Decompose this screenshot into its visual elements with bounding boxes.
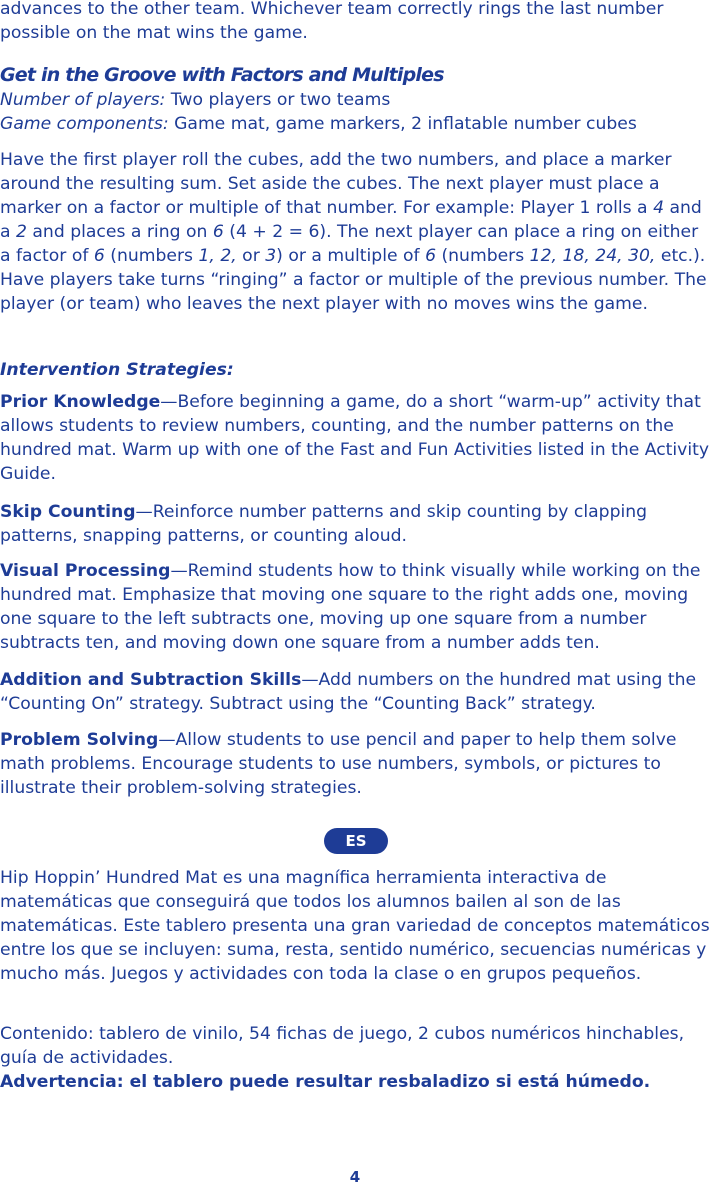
- instr-text-8: (numbers: [436, 246, 530, 266]
- strategy-label: Problem Solving: [0, 730, 159, 750]
- instr-text-9: etc.). Have players take turns “ringing” a factor or multiple of the previous number. The player (or team) who leaves the next player with no moves wins the game.: [0, 246, 707, 314]
- strategy-label: Addition and Subtraction Skills: [0, 670, 302, 690]
- instr-text-6: or: [236, 246, 266, 266]
- spanish-intro-paragraph: Hip Hoppin’ Hundred Mat es una magnífica herramienta interactiva de matemáticas que conseguirá que todos los alumnos bailen al son de las matemáticas. Este tablero presenta una gran variedad de conceptos matemáticos entre los que se incluyen: suma, resta, sentido numérico, secuencias numéricas y mucho más. Juegos y actividades con toda la clase o en grupos pequeños.: [0, 868, 710, 984]
- spanish-contents-paragraph: Contenido: tablero de vinilo, 54 fichas de juego, 2 cubos numéricos hinchables, guía de actividades.: [0, 1024, 685, 1068]
- spanish-warning: Advertencia: el tablero puede resultar resbaladizo si está húmedo.: [0, 1072, 651, 1092]
- intro-tail-paragraph: advances to the other team. Whichever team correctly rings the last number possible on the mat wins the game.: [0, 0, 664, 43]
- strategy-label: Visual Processing: [0, 561, 171, 581]
- instr-text-4: (4 + 2 = 6). The next player can place a ring on either a factor of: [0, 222, 699, 266]
- instr-multiples: 12, 18, 24, 30,: [529, 246, 656, 266]
- page-number: 4: [349, 1168, 361, 1186]
- strategy-label: Skip Counting: [0, 502, 136, 522]
- game-title: Get in the Groove with Factors and Multiples: [0, 64, 444, 86]
- instr-text-1: Have the first player roll the cubes, add the two numbers, and place a marker around the resulting sum. Set aside the cubes. The next player must place a marker on a factor or multiple of that number. For example: Player 1 rolls a: [0, 150, 672, 218]
- instr-text-5: (numbers: [104, 246, 199, 266]
- instr-num-3: 3: [265, 246, 277, 266]
- instr-num-2: 2: [16, 222, 27, 242]
- instr-num-6b: 6: [93, 246, 105, 266]
- components-line: [0, 112, 710, 136]
- strategy-label: Prior Knowledge: [0, 392, 161, 412]
- components-value: Game mat, game markers, 2 inflatable number cubes: [174, 114, 637, 134]
- instr-num-6c: 6: [425, 246, 436, 266]
- strategy-text: —Add numbers on the hundred mat using the “Counting On” strategy. Subtract using the “Counting Back” strategy.: [0, 670, 697, 714]
- instr-factors: 1, 2,: [198, 246, 237, 266]
- game-instructions-paragraph: [0, 148, 710, 316]
- strategy-prior-knowledge: [0, 390, 710, 486]
- strategy-text: —Reinforce number patterns and skip counting by clapping patterns, snapping patterns, or counting aloud.: [0, 502, 648, 546]
- instr-num-6a: 6: [212, 222, 224, 242]
- strategy-addition-subtraction: [0, 668, 710, 716]
- components-label: Game components:: [0, 114, 169, 134]
- strategy-visual-processing: [0, 559, 710, 655]
- players-line: [0, 88, 710, 112]
- instr-text-2: and a: [0, 198, 702, 242]
- strategy-problem-solving: [0, 728, 710, 800]
- strategy-skip-counting: [0, 500, 710, 548]
- instr-text-3: and places a ring on: [26, 222, 213, 242]
- intervention-title: Intervention Strategies:: [0, 360, 234, 380]
- strategy-text: —Remind students how to think visually while working on the hundred mat. Emphasize that moving one square to the right adds one, moving one square to the left subtracts one, moving up one square from a number subtracts ten, and moving down one square from a number adds ten.: [0, 561, 701, 653]
- players-value: Two players or two teams: [170, 90, 391, 110]
- instr-num-4: 4: [653, 198, 664, 218]
- instr-text-7: ) or a multiple of: [276, 246, 426, 266]
- players-label: Number of players:: [0, 90, 166, 110]
- strategy-text: —Allow students to use pencil and paper to help them solve math problems. Encourage students to use numbers, symbols, or pictures to illustrate their problem-solving strategies.: [0, 730, 677, 798]
- strategy-text: —Before beginning a game, do a short “warm-up” activity that allows students to review numbers, counting, and the number patterns on the hundred mat. Warm up with one of the Fast and Fun Activities listed in the Activity Guide.: [0, 392, 710, 484]
- spanish-language-badge: ES: [324, 828, 388, 854]
